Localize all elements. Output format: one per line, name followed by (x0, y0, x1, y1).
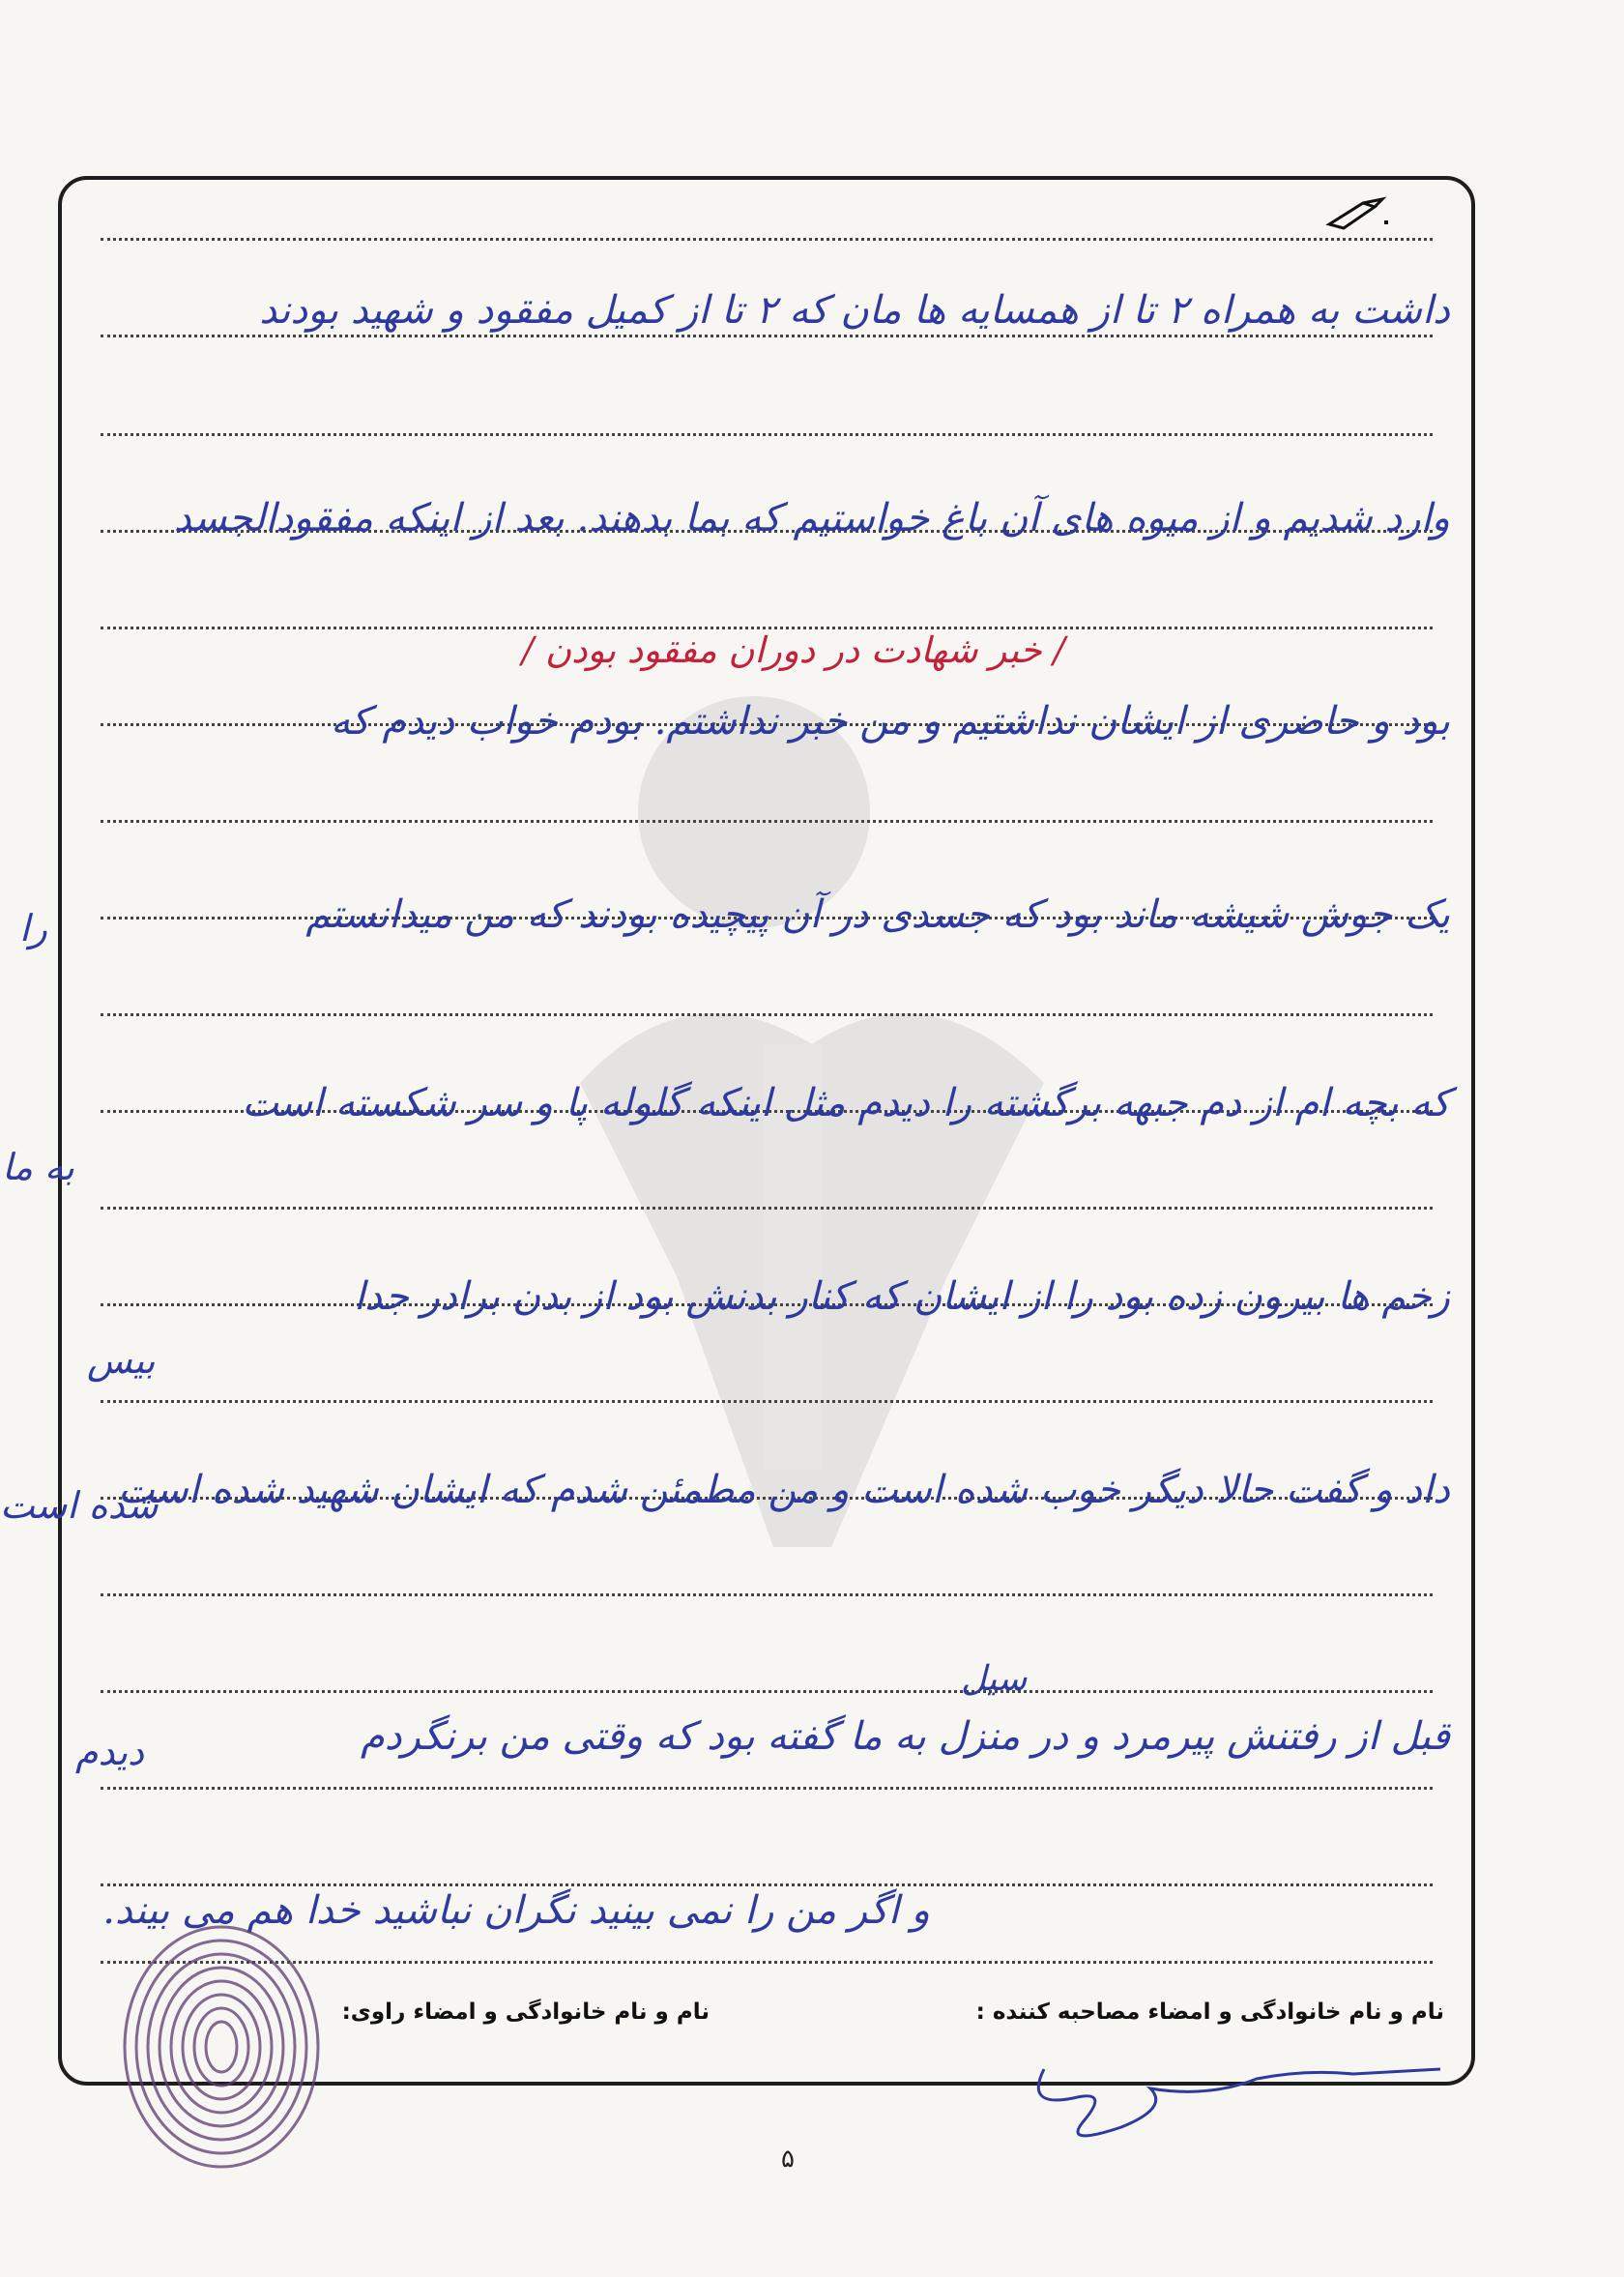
margin-note: دیدم (75, 1731, 144, 1773)
signature (1005, 2030, 1450, 2156)
handwritten-line: قبل از رفتنش پیرمرد و در منزل به ما گفته بود که وقتی من برنگردم (360, 1714, 1450, 1759)
handwritten-line: داد و گفت حالا دیگر خوب شده است و من مطمئن شدم که ایشان شهید شده است (117, 1468, 1450, 1512)
interviewer-label: نام و نام خانوادگی و امضاء مصاحبه کننده : (975, 2000, 1444, 2025)
writing-line (101, 238, 1433, 241)
writing-line (101, 1013, 1433, 1016)
writing-line (101, 1883, 1433, 1886)
handwritten-line: داشت به همراه ۲ تا از همسایه ها مان که ۲ تا از کمیل مفقود و شهید بودند (259, 288, 1450, 333)
handwritten-line: یک جوش شیشه ماند بود که جسدی در آن پیچیده بودند که من میدانستم (305, 892, 1450, 937)
writing-line (101, 1593, 1433, 1596)
handwritten-line: و اگر من را نمی بینید نگران نباشید خدا هم می بیند. (102, 1888, 930, 1933)
margin-note: به ما (2, 1146, 74, 1188)
pen-icon (1324, 193, 1392, 232)
writing-line (101, 820, 1433, 823)
writing-line (101, 1787, 1433, 1790)
writing-line (101, 335, 1433, 337)
narrator-label: نام و نام خانوادگی و امضاء راوی: (341, 2000, 710, 2025)
margin-note: را (19, 907, 47, 949)
handwritten-line: وارد شدیم و از میوه های آن باغ خواستیم که بما بدهند. بعد از اینکه مفقودالجسد (173, 496, 1450, 540)
handwritten-line: بود و حاضری از ایشان نداشتیم و من خبر نداشتم. بودم خواب دیدم که (331, 699, 1450, 744)
writing-line (101, 1690, 1433, 1693)
margin-note: شده است (0, 1484, 159, 1527)
page-number: ۵ (781, 2145, 795, 2174)
writing-line (101, 1207, 1433, 1210)
fingerprint (118, 1919, 326, 2175)
page-frame (58, 176, 1475, 2086)
handwritten-line: زخم ها بیرون زده بود را از ایشان که کنار بدنش بود از بدن برادر جدا (354, 1274, 1450, 1319)
margin-note: سیل (961, 1659, 1028, 1699)
writing-line (101, 1400, 1433, 1403)
writing-line (101, 433, 1433, 436)
handwritten-line: که بچه ام از دم جبهه برگشته را دیدم مثل اینکه گلوله پا و سر شکسته است (242, 1081, 1450, 1125)
margin-note: بیس (87, 1339, 156, 1382)
red-annotation: / خبر شهادت در دوران مفقود بودن / (521, 629, 1065, 671)
